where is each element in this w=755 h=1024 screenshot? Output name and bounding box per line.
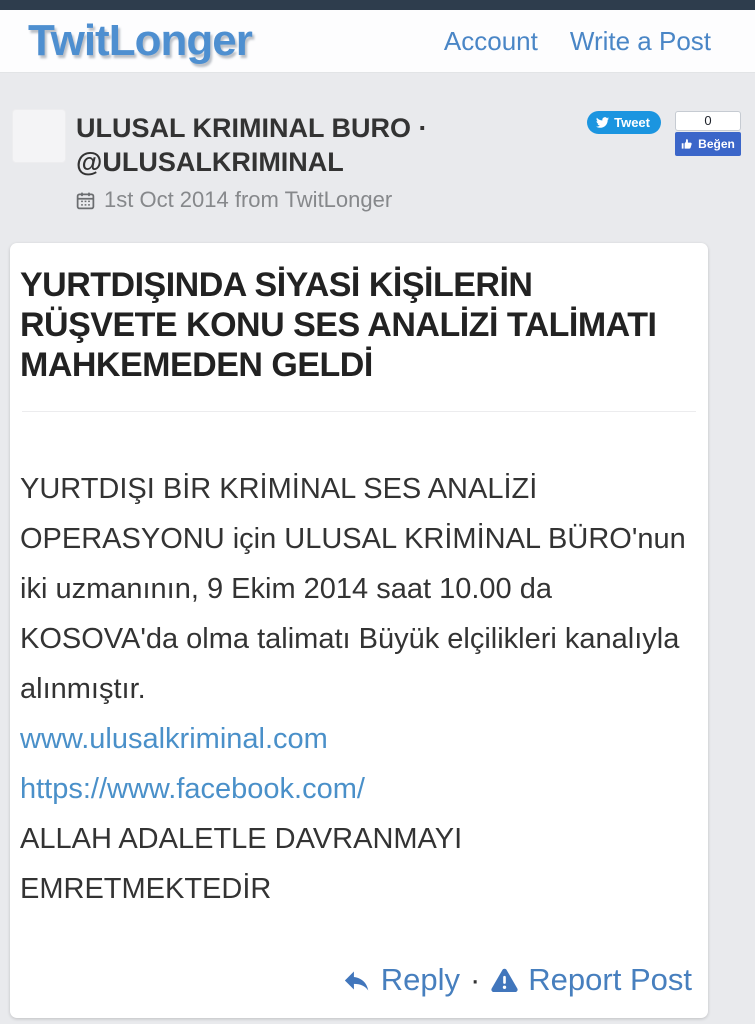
post-body bbox=[20, 464, 698, 914]
nav-write-post-link[interactable]: Write a Post bbox=[569, 25, 711, 56]
post-paragraph: YURTDIŞI BİR KRİMİNAL SES ANALİZİ OPERASYONU için ULUSAL KRİMİNAL BÜRO'nun iki uzmanının, 9 Ekim 2014 saat 10.00 da KOSOVA'da olma talimatı Büyük elçilikleri kanalıyla alınmıştır. bbox=[20, 473, 686, 705]
report-post-link[interactable] bbox=[490, 962, 692, 998]
actions-separator: · bbox=[469, 962, 481, 997]
tweet-button-label: Tweet bbox=[614, 115, 650, 130]
avatar bbox=[12, 109, 66, 163]
divider bbox=[22, 411, 696, 412]
tweet-button[interactable] bbox=[587, 111, 661, 134]
post-header bbox=[0, 73, 755, 179]
facebook-like-label: Beğen bbox=[698, 137, 735, 151]
post-closing: ALLAH ADALETLE DAVRANMAYI EMRETMEKTEDİR bbox=[20, 823, 463, 905]
post-link-ulusalkriminal[interactable]: www.ulusalkriminal.com bbox=[20, 723, 328, 755]
thumbs-up-icon bbox=[681, 138, 693, 150]
report-post-label: Report Post bbox=[528, 962, 692, 997]
post-title: YURTDIŞINDA SİYASİ KİŞİLERİN RÜŞVETE KONU SES ANALİZİ TALİMATI MAHKEMEDEN GELDİ bbox=[20, 266, 657, 384]
site-logo[interactable]: TwitLonger bbox=[28, 16, 252, 65]
facebook-like-count: 0 bbox=[675, 111, 741, 131]
author-name[interactable]: ULUSAL KRIMINAL BURO · @ULUSALKRIMINAL bbox=[76, 113, 428, 177]
twitter-bird-icon bbox=[596, 116, 609, 129]
report-warning-icon bbox=[490, 966, 519, 995]
reply-link[interactable] bbox=[341, 962, 460, 998]
post-link-facebook[interactable]: https://www.facebook.com/ bbox=[20, 773, 365, 805]
share-buttons bbox=[587, 109, 741, 156]
facebook-like-widget bbox=[675, 111, 741, 156]
post-date-text: 1st Oct 2014 from TwitLonger bbox=[104, 187, 393, 212]
post-card bbox=[10, 243, 708, 1018]
site-nav bbox=[444, 26, 711, 57]
top-accent-bar bbox=[0, 0, 755, 10]
reply-icon bbox=[341, 965, 372, 996]
post-actions bbox=[20, 962, 698, 998]
facebook-like-button[interactable] bbox=[675, 132, 741, 156]
calendar-icon bbox=[75, 190, 96, 211]
nav-account-link[interactable]: Account bbox=[443, 25, 538, 56]
reply-label: Reply bbox=[380, 962, 460, 997]
site-header bbox=[0, 10, 755, 73]
page-body bbox=[0, 73, 755, 1018]
post-date-row bbox=[75, 187, 755, 213]
